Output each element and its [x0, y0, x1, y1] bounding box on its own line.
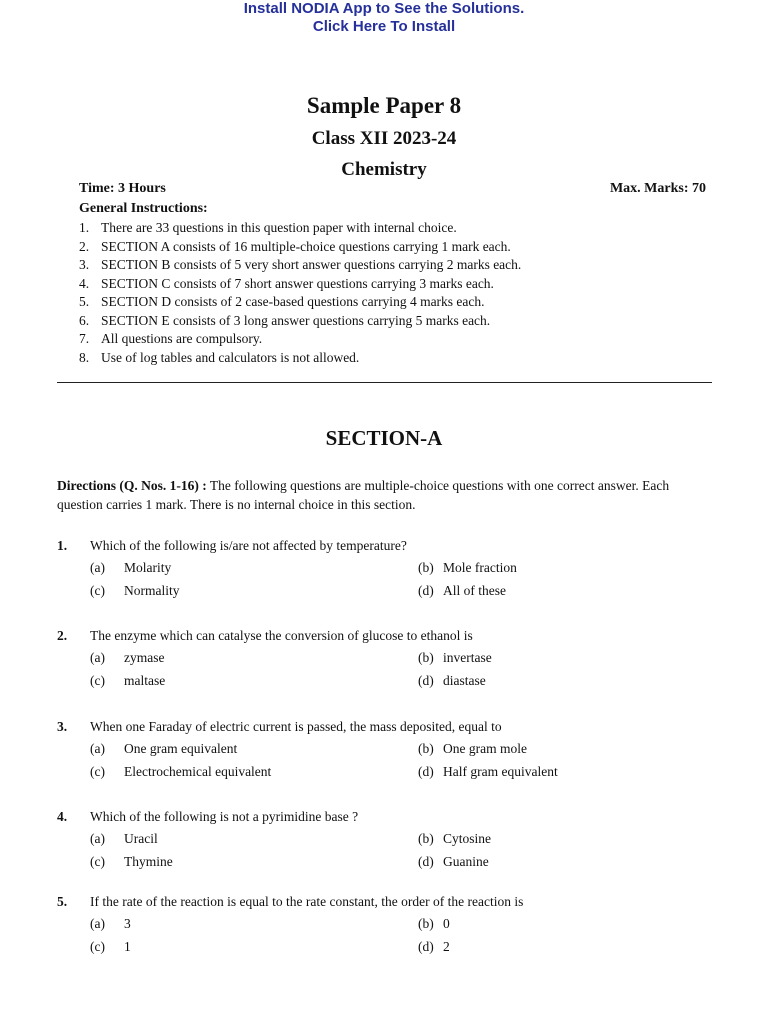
class-year: Class XII 2023-24	[311, 128, 457, 149]
instruction-text: SECTION D consists of 2 case-based questions carrying 4 marks each.	[101, 294, 485, 309]
install-app-banner[interactable]	[0, 0, 768, 36]
instruction-item	[79, 256, 521, 275]
instruction-item	[79, 275, 521, 294]
instruction-number: 7.	[79, 331, 90, 346]
option-b: (b) Cytosine	[418, 831, 492, 846]
question-number: 4.	[57, 809, 68, 824]
option-c: (c) Thymine	[90, 854, 173, 869]
instruction-number: 8.	[79, 349, 90, 365]
directions-label: Directions (Q. Nos. 1-16) :	[57, 478, 207, 493]
instruction-text: SECTION B consists of 5 very short answer questions carrying 2 marks each.	[101, 257, 522, 272]
option-d: (d) diastase	[418, 673, 486, 688]
option-c: (c) maltase	[90, 673, 166, 688]
instruction-item	[79, 349, 521, 368]
instruction-number: 3.	[79, 257, 90, 272]
instructions-list	[79, 219, 521, 367]
max-marks-label: Max. Marks: 70	[609, 181, 706, 196]
instruction-number: 5.	[79, 294, 90, 309]
question-4	[57, 806, 717, 873]
question-5	[57, 891, 717, 958]
instruction-item	[79, 219, 521, 238]
option-d: (d) Half gram equivalent	[418, 764, 558, 779]
instructions-heading: General Instructions:	[79, 201, 208, 216]
option-a: (a) One gram equivalent	[90, 741, 238, 756]
question-number: 2.	[57, 628, 68, 643]
instruction-number: 2.	[79, 238, 90, 254]
option-a: (a) Uracil	[90, 831, 158, 846]
option-d: (d) Guanine	[418, 854, 489, 869]
instruction-text: SECTION E consists of 3 long answer questions carrying 5 marks each.	[101, 312, 491, 328]
option-c: (c) Normality	[90, 583, 180, 598]
option-b: (b) invertase	[418, 650, 492, 665]
question-text: Which of the following is not a pyrimidine base ?	[90, 809, 359, 824]
instruction-item	[79, 293, 521, 312]
question-text: The enzyme which can catalyse the conversion of glucose to ethanol is	[90, 628, 473, 643]
instruction-item	[79, 312, 521, 331]
instruction-number: 4.	[79, 275, 90, 291]
instruction-text: SECTION C consists of 7 short answer questions carrying 3 marks each.	[101, 275, 494, 291]
instruction-item	[79, 330, 521, 349]
time-label: Time: 3 Hours	[79, 181, 166, 196]
question-number: 3.	[57, 719, 68, 734]
option-a: (a) 3	[90, 916, 131, 931]
question-number: 5.	[57, 894, 68, 909]
option-c: (c) Electrochemical equivalent	[90, 764, 272, 779]
question-number: 1.	[57, 538, 68, 553]
option-d: (d) All of these	[418, 583, 506, 598]
click-to-install-link[interactable]: Click Here To Install	[312, 18, 456, 35]
instruction-text: Use of log tables and calculators is not allowed.	[101, 349, 360, 365]
option-b: (b) Mole fraction	[418, 560, 517, 575]
option-c: (c) 1	[90, 939, 131, 954]
instruction-item	[79, 238, 521, 257]
instruction-text: SECTION A consists of 16 multiple-choice questions carrying 1 mark each.	[101, 238, 511, 254]
section-directions	[57, 476, 717, 514]
option-a: (a) Molarity	[90, 560, 172, 575]
subject-title: Chemistry	[341, 159, 427, 180]
option-a: (a) zymase	[90, 650, 165, 665]
instruction-text: All questions are compulsory.	[101, 331, 263, 346]
instruction-number: 6.	[79, 312, 90, 328]
instruction-number: 1.	[79, 220, 90, 235]
question-text: When one Faraday of electric current is passed, the mass deposited, equal to	[90, 719, 502, 734]
question-2	[57, 625, 717, 692]
directions-text: The following questions are multiple-choice questions with one correct answer. Each question carries 1 mark. There is no internal choice in this section.	[57, 478, 670, 512]
question-text: If the rate of the reaction is equal to the rate constant, the order of the reaction is	[90, 894, 524, 909]
install-app-link[interactable]: Install NODIA App to See the Solutions.	[243, 0, 525, 17]
header-divider	[57, 382, 712, 383]
paper-title: Sample Paper 8	[306, 93, 462, 118]
question-3	[57, 716, 717, 783]
question-text: Which of the following is/are not affected by temperature?	[90, 538, 407, 553]
option-b: (b) One gram mole	[418, 741, 527, 756]
section-title: SECTION-A	[325, 426, 443, 450]
instruction-text: There are 33 questions in this question paper with internal choice.	[101, 220, 457, 235]
option-d: (d) 2	[418, 939, 450, 954]
question-1	[57, 535, 717, 602]
option-b: (b) 0	[418, 916, 450, 931]
